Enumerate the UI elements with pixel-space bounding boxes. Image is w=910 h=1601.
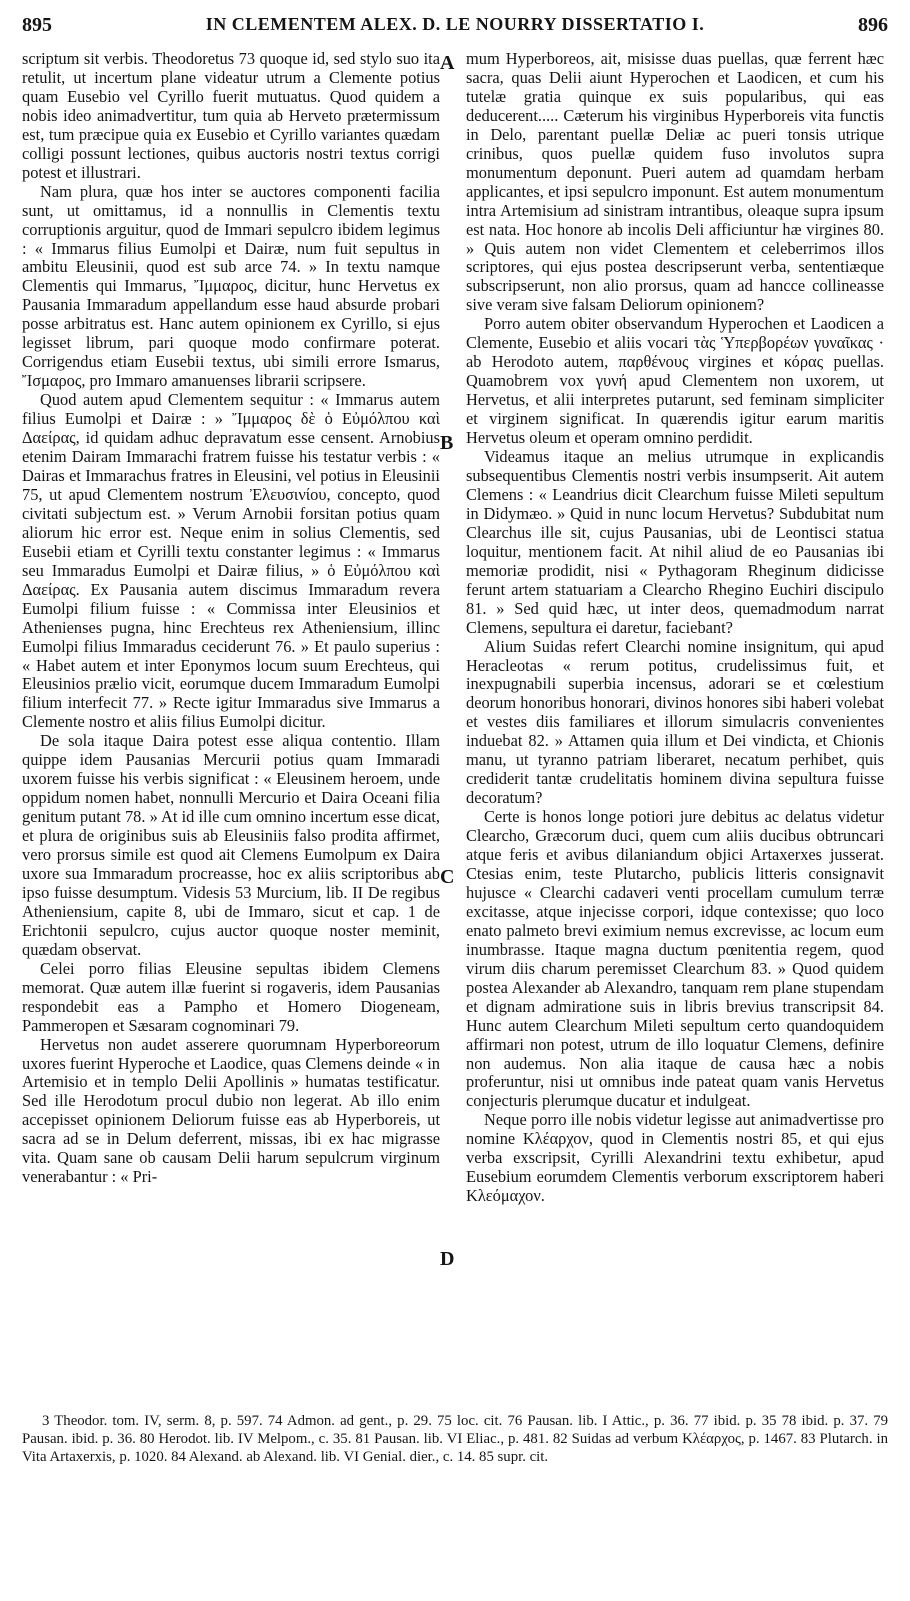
right-paragraph-1: mum Hyperboreos, ait, misisse duas puellas, quæ ferrent hæc sacra, quas Delii aiunt Hyperochen et Laodicen, et cum his tutelæ gratia quinque ex suis popularibus, qui eas deducerent..... Cæterum his virginibus Hyperboreis vita functis in Delo, parentant puellæ Deliæ ac pueri tonsis utrique crinibus, quos puellæ quidem fuso involutos supra monumentum deponunt. Pueri autem ad quamdam herbam applicantes, et ipsi sepulcro imponunt. Est autem monumentum intra Artemisium ad sinistram intrantibus, oleaque supra ipsum est nata. Hoc honore ab incolis Deli afficiuntur hæ virgines 80. » Quis autem non videt Clementem et celeberrimos illos scriptores, qui ejus postea descripserunt verba, sententiæque subscripserunt, non alio prorsus, quam ad hancce collineasse sive veram sive falsam Deliorum opinionem? [466, 49, 884, 315]
left-paragraph-2: Nam plura, quæ hos inter se auctores componenti facilia sunt, ut omittamus, id a nonnullis in Clementis textu corruptionis arguitur, quod de Immari sepulcro ibidem legimus : « Immarus filius Eumolpi et Dairæ, num fuit sepultus in ambitu Eleusinii, quod est sub arce 74. » In textu namque Clementis qui Immarus, Ἴμμαρος, dicitur, hunc Hervetus ex Pausania Immaradum appellandum esse haud absurde probari posse arbitratus est. Hanc autem opinionem ex Cyrillo, si ejus legisset librum, pari quoque modo confirmare poterat. Corrigendus etiam Eusebii textus, ubi simili errore Ismarus, Ἴσμαρος, pro Immaro amanuenses librarii scripsere. [22, 181, 440, 391]
left-paragraph-4: De sola itaque Daira potest esse aliqua contentio. Illam quippe idem Pausanias Mercurii potius quam Immaradi uxorem fuisse his verbis significat : « Eleusinem heroem, unde oppidum nomen habet, nonnulli Mercurio et Daira Oceani filia genitum putant 78. » At id ille cum omnino incertum esse dicat, et plura de originibus suis ab Eleusiniis falso prodita affirmet, vero prorsus simile est quod ait Clemens Eumolpum ex Daira uxore sua Immaradum procreasse, hoc ex aliis scriptoribus ab ipso fuisse desumptum. Videsis 53 Murcium, lib. II De regibus Atheniensium, capite 8, ubi de Immaro, sicut et cap. 1 de Erichtonii sepulcro, cujus auctor quoque noster meminit, quædam observat. [22, 731, 440, 959]
running-title: IN CLEMENTEM ALEX. D. LE NOURRY DISSERTATIO I. [205, 14, 705, 34]
right-paragraph-3: Videamus itaque an melius utrumque in explicandis subsequentibus Clementis nostri verbis insumpserit. Ait autem Clemens : « Leandrius dicit Clearchum fuisse Mileti sepultum in Didymæo. » Quid in nunc locum Hervetus? Subdubitat num Clearchus ille sit, cujus Pausanias, ubi de Leontisci statua loquitur, mentionem facit. At nihil aliud de eo Pausanias ibi memoriæ prodidit, nisi « Pythagoram Rheginum didicisse ferunt artem statuariam a Clearcho Rhegino Euchiri discipulo 81. » Sed quid hæc, ut inter deos, quemadmodum narrat Clemens, sepultura ei daretur, faciebant? [466, 447, 884, 637]
right-paragraph-6: Neque porro ille nobis videtur legisse aut animadvertisse pro nomine Κλέαρχον, quod in Clementis nostri 85, et qui ejus verba exscripsit, Cyrilli Alexandrini textu exhibetur, apud Eusebium eorumdem Clementis verborum exscriptorem haberi Κλεόμαχον. [466, 1110, 884, 1206]
page-number-left: 895 [22, 14, 52, 36]
right-paragraph-5: Certe is honos longe potiori jure debitus ac delatus videtur Clearcho, Græcorum duci, quem cum aliis ducibus obtruncari atque feris et avibus dilaniandum objici Artaxerxes jusserat. Ctesias enim, teste Plutarcho, publicis litteris consignavit hujusce « Clearchi cadaveri venti procellam cumulum terræ excitasse, atque injecisse corpori, idque contexisse; quo loco enato palmeto brevi eximium nemus excrevisse, ac locum eum inumbrasse. Itaque magna ductum pœnitentia regem, quod virum diis charum peremisset Clearchum 83. » Quod quidem postea Alexander ab Alexandro, tanquam rem plane stupendam et dignam admiratione suis in libris brevius transcripsit 84. Hunc autem Clearchum Mileti sepultum certo quandoquidem affirmari non potest, utrum de illo loquatur Clemens, definire non audemus. Non alia itaque de causa hæc a nobis proferuntur, nisi ut omnibus inde pateat quam vanis Hervetus conjecturis plerumque ducatur et indulgeat. [466, 807, 884, 1111]
page-number-right: 896 [858, 14, 888, 36]
left-paragraph-5: Celei porro filias Eleusine sepultas ibidem Clemens memorat. Quæ autem illæ fuerint si rogaveris, idem Pausanias respondebit eas a Pampho et Homero Diogeneam, Pammeropen et Sæsaram cognominari 79. [22, 958, 440, 1035]
left-paragraph-1: scriptum sit verbis. Theodoretus 73 quoque id, sed stylo suo ita retulit, ut incertum plane videatur utrum a Clemente potius quam Eusebio vel Cyrillo fuerit mutuatus. Quod quidem a nobis ideo animadvertitur, tum quia ab Herveto prætermissum est, tum præcipue quia ex Eusebio et Cyrillo variantes quædam colligi possunt lectiones, quibus auctoris nostri textus corrigi potest et illustrari. [22, 49, 440, 182]
margin-marker-a: A [440, 52, 455, 74]
footnotes: 3 Theodor. tom. IV, serm. 8, p. 597. 74 Admon. ad gent., p. 29. 75 loc. cit. 76 Pausan. lib. I Attic., p. 36. 77 ibid. p. 35 78 ibid. p. 37. 79 Pausan. ibid. p. 36. 80 Herodot. lib. IV Melpom., c. 35. 81 Pausan. lib. VI Eliac., p. 481. 82 Suidas ad verbum Κλέαρχος, p. 1467. 83 Plutarch. in Vita Artaxerxis, p. 1020. 84 Alexand. ab Alexand. lib. VI Genial. dier., c. 14. 85 supr. cit. [22, 1413, 888, 1465]
margin-marker-c: C [440, 866, 455, 888]
right-column [466, 50, 884, 1206]
right-paragraph-4: Alium Suidas refert Clearchi nomine insignitum, qui apud Heracleotas « rerum potitus, crudelissimus fuit, et inexpugnabili superbia incensus, adorari se et cœlestium deorum honoribus honorari, divinos honores sibi haberi volebat et vestes diis familiares et illorum simulacris convenientes induebat 82. » Attamen quia illum et Dei vindicta, et Chionis manu, ut tyranno patriam liberaret, necatum perhibet, quis crediderit tantæ crudelitatis hominem divina sepultura fuisse decoratum? [466, 636, 884, 808]
page-header [0, 10, 910, 46]
left-paragraph-3: Quod autem apud Clementem sequitur : « Immarus autem filius Eumolpi et Dairæ : » Ἴμμαρος δὲ ὁ Εὐμόλπου καὶ Δαείρας, id quidam adhuc depravatum esse censent. Arnobius etenim Dairam Immarachi fratrem fuisse his testatur verbis : « Dairas et Immarachus fratres in Eleusini, vel potius in Eleusinii 75, ut apud Clementem nostrum Ἐλευσινίου, concepto, quod civitati subjectum est. » Verum Arnobii forsitan potius quam aliorum hic error est. Neque enim in solius Clementis, sed Eusebii etiam et Cyrilli textu constanter legimus : « Immarus seu Immaradus Eumolpi et Dairæ filius, » ὁ Εὐμόλπου καὶ Δαείρας. Ex Pausania autem discimus Immaradum revera Eumolpi filium fuisse : « Commissa inter Eleusinios et Athenienses pugna, hinc Erechteus rex Atheniensium, illinc Eumolpi filius Immaradus ceciderunt 76. » Et paulo superius : « Habet autem et inter Eponymos locum suum Erechteus, qui Eleusinios prælio vicit, eorumque ducem Immaradum Eumolpi filium interfecit 77. » Recte igitur Immaradus sive Immarus a Clemente nostro et aliis filius Eumolpi dicitur. [22, 390, 440, 732]
left-column [22, 50, 440, 1187]
margin-marker-b: B [440, 432, 454, 454]
margin-marker-d: D [440, 1248, 455, 1270]
right-paragraph-2: Porro autem obiter observandum Hyperochen et Laodicen a Clemente, Eusebio et aliis vocari τὰς Ὑπερβορέων γυναῖκας · ab Herodoto autem, παρθένους virgines et κόρας puellas. Quamobrem vox γυνή apud Clementem non uxorem, ut Hervetus, et alii interpretes putarunt, sed feminam simpliciter et virginem significat. In quærendis igitur earum maritis Hervetus oleum et operam omnino perdidit. [466, 314, 884, 448]
left-paragraph-6: Hervetus non audet asserere quorumnam Hyperboreorum uxores fuerint Hyperoche et Laodice, quas Clemens deinde « in Artemisio et in templo Delii Apollinis » humatas testificatur. Sed ille Herodotum procul dubio non legerat. Ab illo enim accepisset opinionem Deliorum fuisse eas ab Hyperboreis, ut sacra ad se in Delum deferrent, missas, ibi ex hac migrasse vita. Quam sane ob causam Delii harum sepulcrum virginum venerabantur : « Pri- [22, 1034, 440, 1187]
